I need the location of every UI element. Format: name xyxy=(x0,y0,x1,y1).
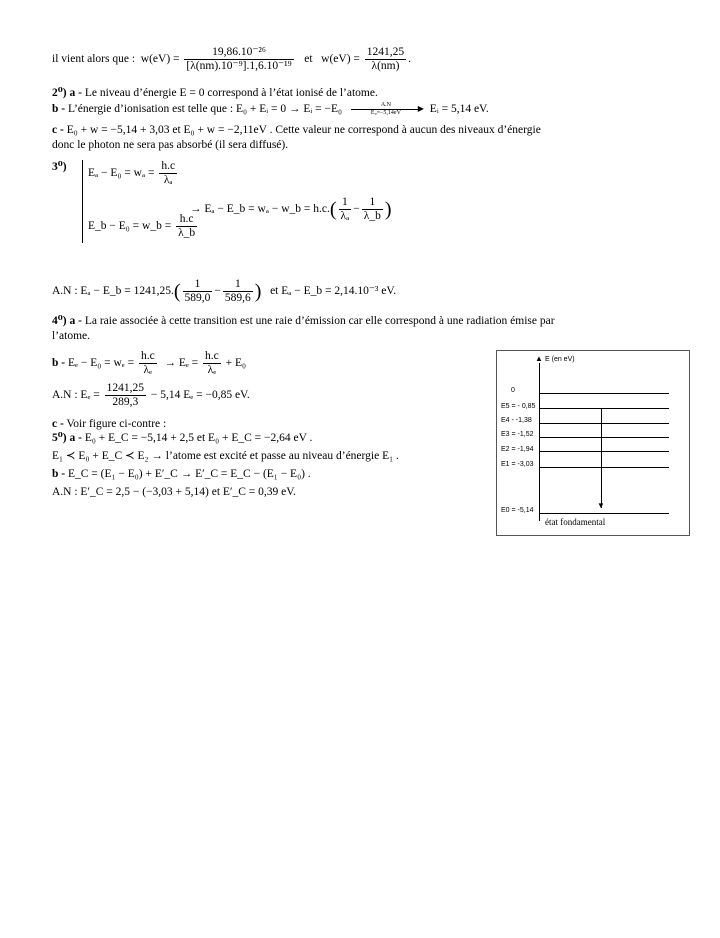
eq1-fraction xyxy=(184,46,293,73)
an-arrow-bottom: E₀=−5,14eV xyxy=(370,110,401,116)
q3-sys1-lhs: Eₐ − E₀ = wₐ = xyxy=(88,167,155,180)
q3-result: → Eₐ − E_b = wₐ − w_b = h.c.( $\frac{1}{\text{λₐ}}$ − $\frac{1}{\lambda\_b}$ ) xyxy=(190,196,392,222)
axis-arrow-icon: ▲ xyxy=(535,354,543,363)
q5b-tag: b - xyxy=(52,468,66,480)
q2-tag: 2⁰) a - xyxy=(52,87,82,99)
q3-an-line: A.N : Eₐ − E_b = 1241,25.( $\frac{1}{589,0}$ − $\frac{1}{589,6}$ ) et Eₐ − E_b = 2,14.10⁻³ eV. xyxy=(52,278,397,304)
system-brace xyxy=(82,160,83,243)
eq2-fraction xyxy=(365,46,406,73)
q3-sys1 xyxy=(88,160,179,187)
ground-state-label: état fondamental xyxy=(545,517,606,527)
energy-axis xyxy=(539,363,540,521)
q4b-an-frac xyxy=(105,382,146,409)
level-label-e5: E5 = - 0,85 xyxy=(501,403,536,410)
q3-an-f2-den: 589,6 xyxy=(224,292,251,304)
q3-sys1-den: λₐ xyxy=(163,174,173,186)
q2b-line xyxy=(52,102,489,117)
q2c-line-2 xyxy=(52,138,288,152)
q3-f2 xyxy=(362,196,383,223)
q4c-tag: c - xyxy=(52,418,64,430)
q3-an-f2-num: 1 xyxy=(223,278,253,292)
q4b-frac xyxy=(139,350,157,377)
an-arrow xyxy=(351,102,424,117)
q3-sys1-num: h.c xyxy=(161,160,176,172)
q3-an-lhs: A.N : Eₐ − E_b = 1241,25. xyxy=(52,285,174,298)
q5a-line xyxy=(52,431,312,445)
q4b-line xyxy=(52,350,246,377)
q3-an-f1-num: 1 xyxy=(183,278,213,292)
q4c-text: Voir figure ci-contre : xyxy=(66,418,167,430)
q2b-tag: b - xyxy=(52,103,66,116)
q3-sys2-den: λ_b xyxy=(178,227,196,239)
eq1-den: [λ(nm).10⁻⁹].1,6.10⁻¹⁹ xyxy=(186,60,292,72)
q2b-text: L’énergie d’ionisation est telle que : E₀ + Eᵢ = 0 → Eᵢ = −E₀ xyxy=(67,103,343,116)
q3-sys1-frac xyxy=(159,160,177,187)
level-label-e1: E1 = -3,03 xyxy=(501,461,534,468)
q2c-tag: c - xyxy=(52,124,64,136)
q4b-num-2: h.c xyxy=(205,350,219,362)
level-line-e5 xyxy=(539,408,669,409)
q5-tag: 5⁰) a - xyxy=(52,432,82,444)
level-label-e3: E3 = -1,52 xyxy=(501,431,534,438)
q3-result-lhs: → Eₐ − E_b = wₐ − w_b = h.c. xyxy=(190,203,330,216)
q5b-text: E_C = (E₁ − E₀) + E′_C → E′_C = E_C − (E₁ − E₀) . xyxy=(67,468,311,480)
q3-f2-den: λ_b xyxy=(363,210,381,222)
q3-f1 xyxy=(339,196,352,223)
q4b-an-den: 289,3 xyxy=(112,396,139,408)
level-line-e0 xyxy=(539,513,669,514)
q3-sys2 xyxy=(88,213,199,240)
q2c-text: E₀ + w = −5,14 + 3,03 et E₀ + w = −2,11eV . Cette valeur ne correspond à aucun des niveaux d’énergie xyxy=(66,124,541,136)
q4b-rhs: + E₀ xyxy=(225,357,247,370)
level-line-e4 xyxy=(539,423,669,424)
eq1-lhs: w(eV) = xyxy=(140,53,180,66)
q5b-line xyxy=(52,467,311,481)
eq1-num: 19,86.10⁻²⁶ xyxy=(184,46,293,60)
q4b-frac-2 xyxy=(203,350,221,377)
an-arrow-top: A.N xyxy=(380,102,391,108)
level-line-e2 xyxy=(539,451,669,452)
q4b-mid: → Eₑ = xyxy=(164,357,199,370)
q2c-line xyxy=(52,123,541,137)
q3-sys2-num: h.c xyxy=(176,213,197,227)
q4c-line xyxy=(52,417,166,431)
q4b-num: h.c xyxy=(140,350,155,362)
q4a-line xyxy=(52,314,555,328)
q2b-result: Eᵢ = 5,14 eV. xyxy=(429,103,489,116)
transition-arrow-icon: ▼ xyxy=(597,501,605,510)
q3-f2-num: 1 xyxy=(362,196,383,210)
q2a-text: Le niveau d’énergie E = 0 correspond à l’état ionisé de l’atome. xyxy=(84,87,378,99)
et-text: et xyxy=(304,53,313,66)
q4-tag: 4⁰) a - xyxy=(52,315,82,327)
energy-diagram xyxy=(496,350,690,536)
level-line-e1 xyxy=(539,467,669,468)
q4a-text-2: l’atome. xyxy=(52,330,90,342)
line-1: il vient alors que : w(eV) = $\frac{\text{19,86.10⁻²⁶}}{\text{[λ(nm).10⁻⁹].1,6.10⁻¹⁹}}$ et w(eV) = $\frac{1241,25}{\lambda(nm)}$ . xyxy=(52,46,412,72)
q4b-tag: b - xyxy=(52,357,66,370)
q4b-an-lhs: A.N : Eₑ = xyxy=(52,389,100,402)
eq2-num: 1241,25 xyxy=(366,46,405,58)
level-line-0 xyxy=(539,393,669,394)
q4b-den: λₑ xyxy=(143,364,153,376)
q3-f1-den: λₐ xyxy=(340,210,350,222)
q3-an-f2 xyxy=(223,278,253,305)
q3-an-rhs: et Eₐ − E_b = 2,14.10⁻³ eV. xyxy=(270,285,397,298)
q4b-an-line xyxy=(52,382,250,409)
level-label-e4: E4 - -1,38 xyxy=(501,417,532,424)
intro-text: il vient alors que : xyxy=(52,53,136,66)
q4b-an-rhs: − 5,14 Eₑ = −0,85 eV. xyxy=(150,389,250,402)
level-line-e3 xyxy=(539,437,669,438)
level-label-e0: E0 = -5,14 xyxy=(501,507,534,514)
q5a-line-2 xyxy=(52,449,399,463)
q3-tag-line xyxy=(52,160,67,174)
q3-f1-num: 1 xyxy=(339,196,352,210)
q5a-text-2: E₁ ≺ E₀ + E_C ≺ E₂ → l’atome est excité et passe au niveau d’énergie E₁ . xyxy=(52,450,399,462)
q5b-an-line xyxy=(52,485,296,499)
eq2-lhs: w(eV) = xyxy=(321,53,360,66)
q4a-text: La raie associée à cette transition est une raie d’émission car elle correspond à une radiation émise par xyxy=(84,315,555,327)
q3-an-f1 xyxy=(183,278,213,305)
q4b-lhs: Eₑ − E₀ = wₑ = xyxy=(67,357,135,370)
q4b-an-num: 1241,25 xyxy=(106,382,145,394)
q3-an-f1-den: 589,0 xyxy=(184,292,211,304)
q5b-an-text: A.N : E′_C = 2,5 − (−3,03 + 5,14) et E′_C = 0,39 eV. xyxy=(52,486,296,498)
level-label-e2: E2 = -1,94 xyxy=(501,446,534,453)
an-arrow-line: ▶ xyxy=(351,109,421,110)
axis-label: E (en eV) xyxy=(545,356,575,363)
level-label-0: 0 xyxy=(511,387,515,394)
q4a-line-2 xyxy=(52,329,90,343)
eq2-den: λ(nm) xyxy=(371,60,400,72)
q3-sys2-lhs: E_b − E₀ = w_b = xyxy=(88,220,172,233)
transition-arrow-line xyxy=(601,408,602,508)
q3-tag: 3⁰) xyxy=(52,161,67,173)
q2c-text-2: donc le photon ne sera pas absorbé (il sera diffusé). xyxy=(52,139,289,151)
q4b-den-2: λₑ xyxy=(207,364,217,376)
q5a-text: E₀ + E_C = −5,14 + 2,5 et E₀ + E_C = −2,64 eV . xyxy=(84,432,313,444)
q2a-line xyxy=(52,86,378,100)
